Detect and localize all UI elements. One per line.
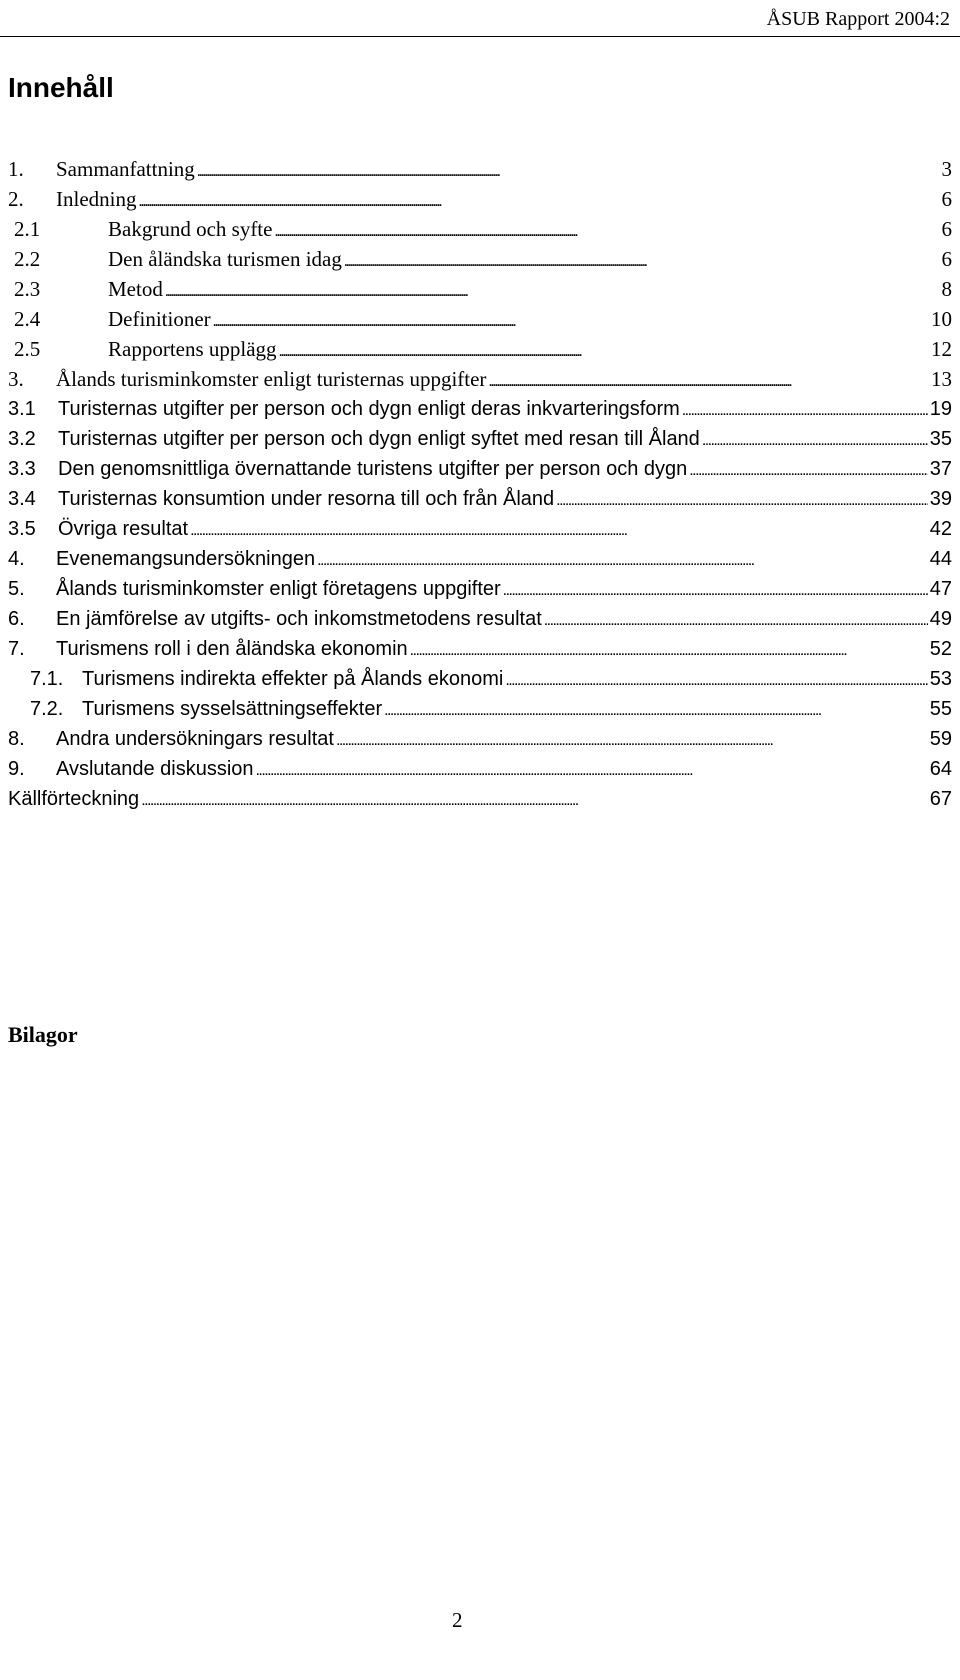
dot-leader bbox=[317, 544, 928, 576]
dot-leader bbox=[190, 514, 928, 546]
toc-entry-page: 3 bbox=[941, 157, 952, 181]
toc-entry[interactable] bbox=[0, 484, 960, 514]
toc-entry[interactable] bbox=[0, 544, 960, 574]
toc-entry-title: Avslutande diskussion bbox=[56, 758, 254, 780]
toc-entry-number: 3. bbox=[8, 367, 24, 391]
report-id: ÅSUB Rapport 2004:2 bbox=[766, 8, 950, 30]
toc-entry-page: 6 bbox=[941, 187, 952, 211]
dot-leader bbox=[256, 754, 928, 786]
toc-entry[interactable] bbox=[0, 184, 960, 214]
dot-leader bbox=[274, 214, 939, 247]
toc-entry-number: 3.3 bbox=[8, 458, 36, 480]
toc-entry-title: Turismens sysselsättningseffekter bbox=[82, 698, 383, 720]
toc-entry-title: Inledning bbox=[56, 187, 137, 211]
toc-entry[interactable] bbox=[0, 334, 960, 364]
toc-entry-number: 2. bbox=[8, 187, 24, 211]
toc-entry-page: 47 bbox=[929, 578, 952, 600]
toc-entry[interactable] bbox=[0, 724, 960, 754]
toc-entry-title: Andra undersökningars resultat bbox=[56, 728, 334, 750]
toc-entry-title: Turismens indirekta effekter på Ålands ekonomi bbox=[82, 668, 504, 690]
toc-entry-page: 52 bbox=[929, 638, 952, 660]
toc-entry[interactable] bbox=[0, 304, 960, 334]
toc-entry-number: 6. bbox=[8, 608, 25, 630]
toc-entry-title: Turisternas konsumtion under resorna till och från Åland bbox=[58, 488, 555, 510]
dot-leader bbox=[689, 454, 927, 486]
dot-leader bbox=[344, 244, 940, 277]
toc-entry-page: 13 bbox=[931, 367, 952, 391]
toc-entry[interactable] bbox=[0, 754, 960, 784]
toc-entry-page: 42 bbox=[929, 518, 952, 540]
toc-entry-title: Turisternas utgifter per person och dygn enligt deras inkvarteringsform bbox=[58, 398, 680, 420]
toc-entry[interactable] bbox=[0, 694, 960, 724]
toc-entry-number: 7.2. bbox=[30, 698, 64, 720]
appendix-heading: Bilagor bbox=[8, 1022, 78, 1047]
toc-entry-number: 5. bbox=[8, 578, 25, 600]
toc-entry-page: 53 bbox=[929, 668, 952, 690]
toc-entry-title: Turisternas utgifter per person och dygn enligt syftet med resan till Åland bbox=[58, 428, 700, 450]
toc-entry-number: 2.2 bbox=[14, 247, 41, 271]
toc-entry-title: Evenemangsundersökningen bbox=[56, 548, 316, 570]
toc-entry[interactable] bbox=[0, 514, 960, 544]
dot-leader bbox=[544, 604, 928, 636]
page-number-text: 2 bbox=[452, 1608, 463, 1632]
toc-entry[interactable] bbox=[0, 574, 960, 604]
toc-entry-title: Turismens roll i den åländska ekonomin bbox=[56, 638, 408, 660]
toc-entry-page: 44 bbox=[929, 548, 952, 570]
toc-entry-number: 2.5 bbox=[14, 337, 41, 361]
toc-entry-title: Övriga resultat bbox=[58, 518, 189, 540]
toc-entry-title: Källförteckning bbox=[8, 788, 140, 810]
page-header bbox=[0, 6, 960, 37]
toc-entry-title: Sammanfattning bbox=[56, 157, 195, 181]
dot-leader bbox=[505, 664, 927, 696]
table-of-contents bbox=[0, 154, 960, 814]
dot-leader bbox=[197, 154, 940, 187]
dot-leader bbox=[165, 274, 940, 307]
toc-entry[interactable] bbox=[0, 394, 960, 424]
dot-leader bbox=[384, 694, 928, 726]
toc-entry[interactable] bbox=[0, 154, 960, 184]
toc-entry-page: 64 bbox=[929, 758, 952, 780]
toc-entry-page: 35 bbox=[929, 428, 952, 450]
dot-leader bbox=[279, 334, 929, 367]
toc-entry-page: 67 bbox=[929, 788, 952, 810]
toc-entry-title: Ålands turisminkomster enligt turisternas uppgifter bbox=[56, 367, 487, 391]
toc-entry-title: Definitioner bbox=[108, 307, 211, 331]
toc-entry-page: 6 bbox=[941, 247, 952, 271]
toc-entry-number: 2.4 bbox=[14, 307, 41, 331]
toc-entry[interactable] bbox=[0, 784, 960, 814]
toc-entry-title: En jämförelse av utgifts- och inkomstmetodens resultat bbox=[56, 608, 542, 630]
toc-entry[interactable] bbox=[0, 244, 960, 274]
toc-entry[interactable] bbox=[0, 274, 960, 304]
toc-entry-number: 2.3 bbox=[14, 277, 41, 301]
dot-leader bbox=[410, 634, 928, 666]
toc-entry-number: 7.1. bbox=[30, 668, 64, 690]
toc-entry-title: Metod bbox=[108, 277, 163, 301]
toc-entry[interactable] bbox=[0, 664, 960, 694]
dot-leader bbox=[556, 484, 928, 516]
toc-entry-page: 37 bbox=[929, 458, 952, 480]
toc-entry-title: Bakgrund och syfte bbox=[108, 217, 273, 241]
toc-entry-page: 59 bbox=[929, 728, 952, 750]
toc-entry-title: Ålands turisminkomster enligt företagens uppgifter bbox=[56, 578, 501, 600]
toc-entry-title: Den genomsnittliga övernattande turistens utgifter per person och dygn bbox=[58, 458, 688, 480]
toc-entry-number: 4. bbox=[8, 548, 25, 570]
toc-entry-number: 3.5 bbox=[8, 518, 36, 540]
toc-entry[interactable] bbox=[0, 364, 960, 394]
toc-entry-page: 10 bbox=[931, 307, 952, 331]
toc-entry[interactable] bbox=[0, 634, 960, 664]
dot-leader bbox=[336, 724, 928, 756]
toc-entry-number: 3.4 bbox=[8, 488, 36, 510]
toc-entry-number: 1. bbox=[8, 157, 24, 181]
toc-entry[interactable] bbox=[0, 604, 960, 634]
toc-entry-page: 55 bbox=[929, 698, 952, 720]
dot-leader bbox=[682, 394, 928, 426]
toc-entry-page: 19 bbox=[929, 398, 952, 420]
toc-entry-page: 39 bbox=[929, 488, 952, 510]
dot-leader bbox=[702, 424, 928, 456]
toc-entry-number: 3.1 bbox=[8, 398, 36, 420]
toc-entry-number: 2.1 bbox=[14, 217, 41, 241]
toc-entry[interactable] bbox=[0, 454, 960, 484]
dot-leader bbox=[503, 574, 928, 606]
dot-leader bbox=[138, 184, 939, 217]
toc-entry-page: 12 bbox=[931, 337, 952, 361]
toc-entry-number: 9. bbox=[8, 758, 25, 780]
toc-heading: Innehåll bbox=[8, 72, 114, 103]
toc-entry-page: 8 bbox=[941, 277, 952, 301]
toc-entry-number: 3.2 bbox=[8, 428, 36, 450]
toc-entry-page: 49 bbox=[929, 608, 952, 630]
dot-leader bbox=[488, 364, 929, 397]
dot-leader bbox=[213, 304, 929, 337]
dot-leader bbox=[141, 784, 928, 816]
toc-entry-number: 8. bbox=[8, 728, 25, 750]
toc-entry[interactable] bbox=[0, 214, 960, 244]
toc-entry[interactable] bbox=[0, 424, 960, 454]
toc-entry-title: Rapportens upplägg bbox=[108, 337, 277, 361]
toc-entry-title: Den åländska turismen idag bbox=[108, 247, 342, 271]
toc-entry-page: 6 bbox=[941, 217, 952, 241]
toc-entry-number: 7. bbox=[8, 638, 25, 660]
